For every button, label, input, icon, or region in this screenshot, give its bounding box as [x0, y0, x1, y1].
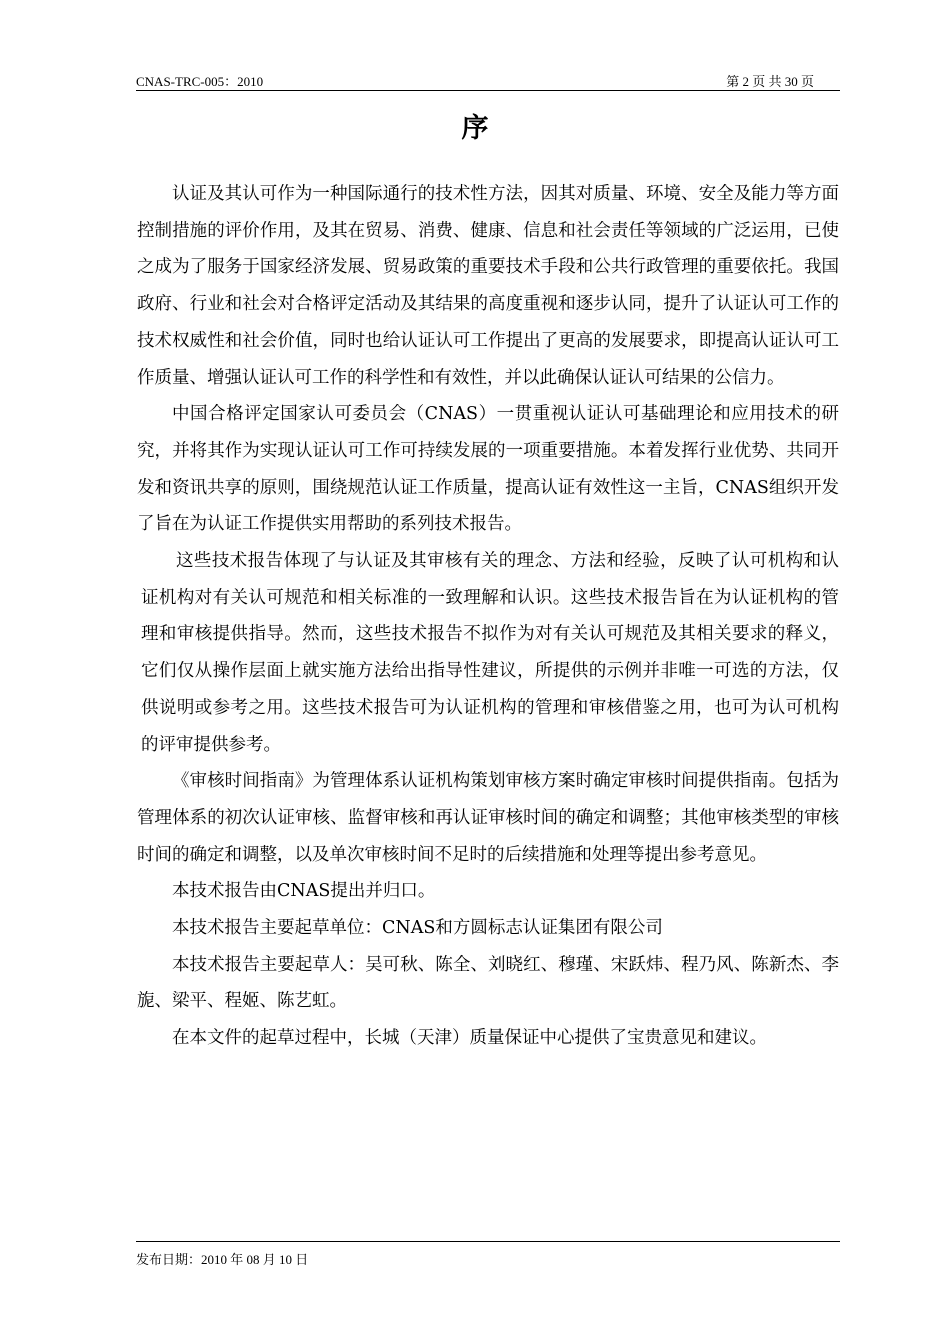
paragraph-intro: 认证及其认可作为一种国际通行的技术性方法，因其对质量、环境、安全及能力等方面控制措施的评价作用，及其在贸易、消费、健康、信息和社会责任等领域的广泛运用，已使之成为了服务于国家经济发展、贸易政策的重要技术手段和公共行政管理的重要依托。我国政府、行业和社会对合格评定活动及其结果的高度重视和逐步认同，提升了认证认可工作的技术权威性和社会价值，同时也给认证认可工作提出了更高的发展要求，即提高认证认可工作质量、增强认证认可工作的科学性和有效性，并以此确保认证认可结果的公信力。 [137, 184, 839, 388]
document-code: CNAS-TRC-005：2010 [136, 74, 264, 89]
page-footer [136, 1241, 840, 1268]
page-header [136, 68, 840, 91]
page-title: 序 [461, 113, 489, 144]
paragraph-acknowledgement: 在本文件的起草过程中，长城（天津）质量保证中心提供了宝贵意见和建议。 [172, 1028, 767, 1049]
paragraph-guide: 《审核时间指南》为管理体系认证机构策划审核方案时确定审核时间提供指南。包括为管理体系的初次认证审核、监督审核和再认证审核时间的确定和调整；其他审核类型的审核时间的确定和调整，以及单次审核时间不足时的后续措施和处理等提出参考意见。 [137, 771, 839, 865]
paragraph-drafting-units: 本技术报告主要起草单位：CNAS和方圆标志认证集团有限公司 [172, 918, 663, 939]
page-number: 第 2 页 共 30 页 [726, 74, 814, 89]
paragraph-technical-reports: 这些技术报告体现了与认证及其审核有关的理念、方法和经验，反映了认可机构和认证机构对有关认可规范和相关标准的一致理解和认识。这些技术报告旨在为认证机构的管理和审核提供指导。然而，这些技术报告不拟作为对有关认可规范及其相关要求的释义，它们仅从操作层面上就实施方法给出指导性建议，所提供的示例并非唯一可选的方法，仅供说明或参考之用。这些技术报告可为认证机构的管理和审核借鉴之用，也可为认可机构的评审提供参考。 [141, 551, 839, 755]
paragraph-cnas: 中国合格评定国家认可委员会（CNAS）一贯重视认证认可基础理论和应用技术的研究，并将其作为实现认证认可工作可持续发展的一项重要措施。本着发挥行业优势、共同开发和资讯共享的原则，围绕规范认证工作质量，提高认证有效性这一主旨，CNAS组织开发了旨在为认证工作提供实用帮助的系列技术报告。 [137, 404, 839, 535]
document-body [137, 176, 839, 1057]
paragraph-proposer: 本技术报告由CNAS提出并归口。 [172, 881, 436, 902]
paragraph-drafters: 本技术报告主要起草人：吴可秋、陈全、刘晓红、穆瑾、宋跃炜、程乃风、陈新杰、李旎、梁平、程姬、陈艺虹。 [137, 954, 839, 1012]
publish-date: 发布日期：2010 年 08 月 10 日 [136, 1252, 309, 1267]
